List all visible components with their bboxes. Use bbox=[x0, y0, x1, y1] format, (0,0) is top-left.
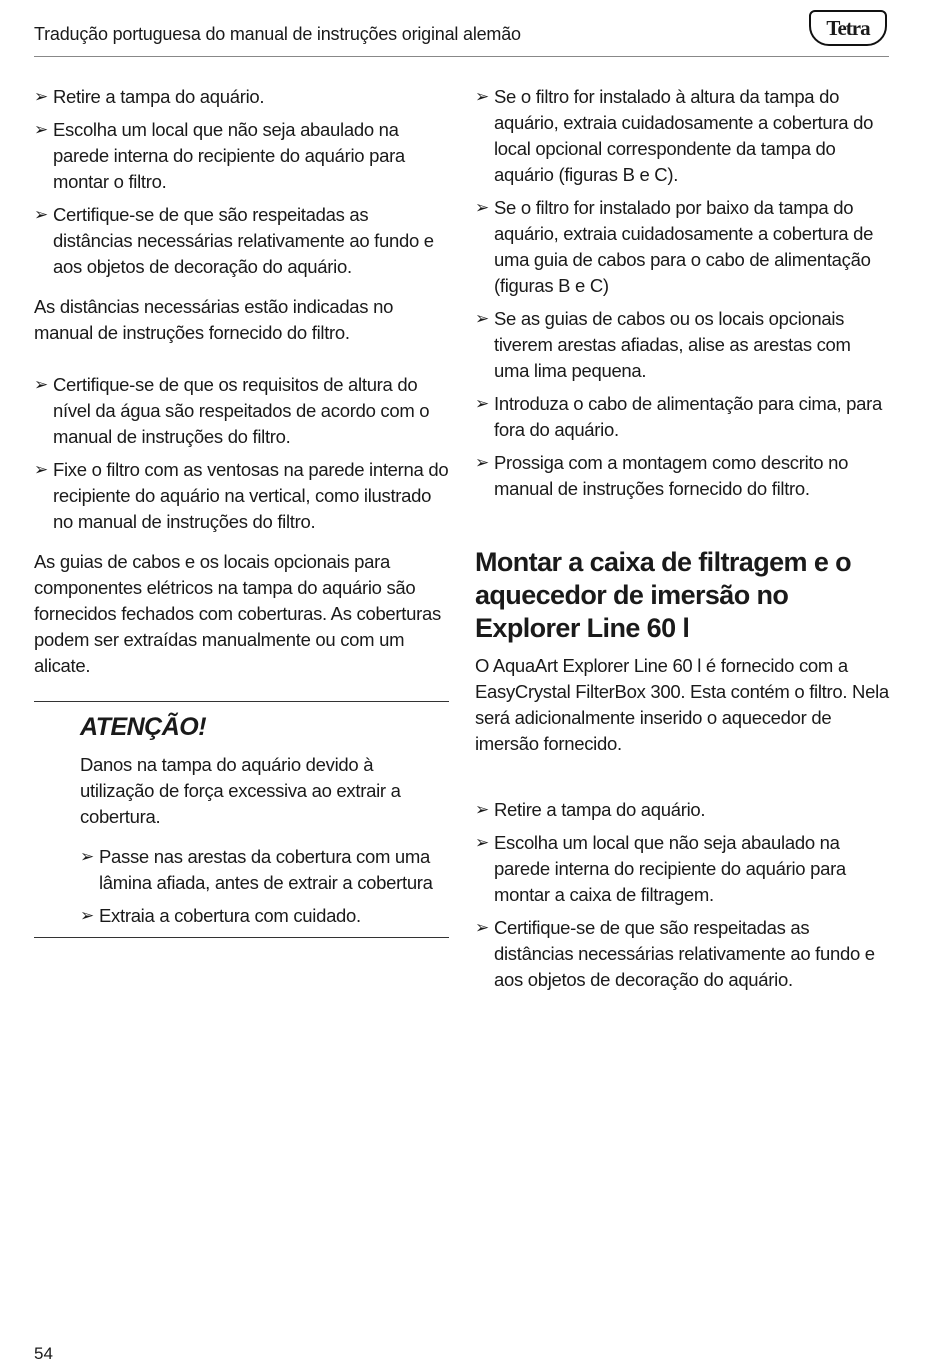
list-item: ➢ Fixe o filtro com as ventosas na parede interna do recipiente do aquário na vertical, como ilustrado no manual de instruções do filtro. bbox=[34, 459, 449, 532]
arrow-icon: ➢ bbox=[34, 375, 48, 394]
warning-notice bbox=[34, 701, 449, 938]
arrow-icon: ➢ bbox=[475, 87, 489, 106]
paragraph: As guias de cabos e os locais opcionais para componentes elétricos na tampa do aquário são fornecidos fechados com coberturas. As coberturas podem ser extraídas manualmente ou com um alicate. bbox=[34, 551, 441, 676]
arrow-icon: ➢ bbox=[475, 309, 489, 328]
arrow-icon: ➢ bbox=[34, 460, 48, 479]
arrow-icon: ➢ bbox=[34, 87, 48, 106]
header-title: Tradução portuguesa do manual de instruções original alemão bbox=[34, 24, 521, 44]
arrow-icon: ➢ bbox=[34, 205, 48, 224]
tetra-logo: Tetra bbox=[809, 10, 887, 46]
arrow-icon: ➢ bbox=[475, 198, 489, 217]
arrow-icon: ➢ bbox=[475, 453, 489, 472]
section-title: Montar a caixa de filtragem e o aquecedor de imersão no Explorer Line 60 l bbox=[475, 547, 852, 643]
page-header bbox=[34, 15, 889, 57]
paragraph: As distâncias necessárias estão indicadas no manual de instruções fornecido do filtro. bbox=[34, 296, 394, 343]
list-item: ➢ Escolha um local que não seja abaulado na parede interna do recipiente do aquário para montar a caixa de filtragem. bbox=[475, 832, 846, 905]
list-item: ➢ Introduza o cabo de alimentação para cima, para fora do aquário. bbox=[475, 393, 883, 440]
list-item: ➢ Escolha um local que não seja abaulado na parede interna do recipiente do aquário para montar o filtro. bbox=[34, 119, 405, 192]
list-item: ➢ Certifique-se de que os requisitos de altura do nível da água são respeitados de acordo com o manual de instruções do filtro. bbox=[34, 374, 430, 447]
arrow-icon: ➢ bbox=[80, 847, 94, 866]
left-column bbox=[34, 84, 449, 938]
list-item: ➢ Prossiga com a montagem como descrito no manual de instruções fornecido do filtro. bbox=[475, 452, 849, 499]
right-column bbox=[475, 84, 890, 1000]
list-item: ➢ Se as guias de cabos ou os locais opcionais tiverem arestas afiadas, alise as arestas com uma lima pequena. bbox=[475, 308, 851, 381]
paragraph: O AquaArt Explorer Line 60 l é fornecido com a EasyCrystal FilterBox 300. Esta contém o filtro. Nela será adicionalmente inserido o aquecedor de imersão fornecido. bbox=[475, 655, 889, 754]
list-item: ➢ Se o filtro for instalado à altura da tampa do aquário, extraia cuidadosamente a cobertura do local opcional correspondente da tampa do aquário (figuras B e C). bbox=[475, 86, 874, 185]
warning-text: Danos na tampa do aquário devido à utilização de força excessiva ao extrair a cobertura. bbox=[80, 754, 401, 827]
arrow-icon: ➢ bbox=[475, 833, 489, 852]
list-item: ➢ Certifique-se de que são respeitadas as distâncias necessárias relativamente ao fundo e aos objetos de decoração do aquário. bbox=[475, 917, 875, 990]
list-item: ➢ Passe nas arestas da cobertura com uma lâmina afiada, antes de extrair a cobertura bbox=[80, 846, 433, 893]
list-item: ➢ Extraia a cobertura com cuidado. bbox=[80, 903, 449, 929]
page-number: 54 bbox=[34, 1344, 53, 1363]
list-item: ➢ Retire a tampa do aquário. bbox=[475, 797, 890, 823]
arrow-icon: ➢ bbox=[80, 906, 94, 925]
arrow-icon: ➢ bbox=[475, 394, 489, 413]
list-item: ➢ Retire a tampa do aquário. bbox=[34, 84, 449, 110]
list-item: ➢ Certifique-se de que são respeitadas as distâncias necessárias relativamente ao fundo e aos objetos de decoração do aquário. bbox=[34, 204, 434, 277]
warning-title: ATENÇÃO! bbox=[80, 713, 207, 741]
list-item: ➢ Se o filtro for instalado por baixo da tampa do aquário, extraia cuidadosamente a cobertura de uma guia de cabos para o cabo de alimentação (figuras B e C) bbox=[475, 197, 874, 296]
arrow-icon: ➢ bbox=[475, 800, 489, 819]
arrow-icon: ➢ bbox=[34, 120, 48, 139]
arrow-icon: ➢ bbox=[475, 918, 489, 937]
